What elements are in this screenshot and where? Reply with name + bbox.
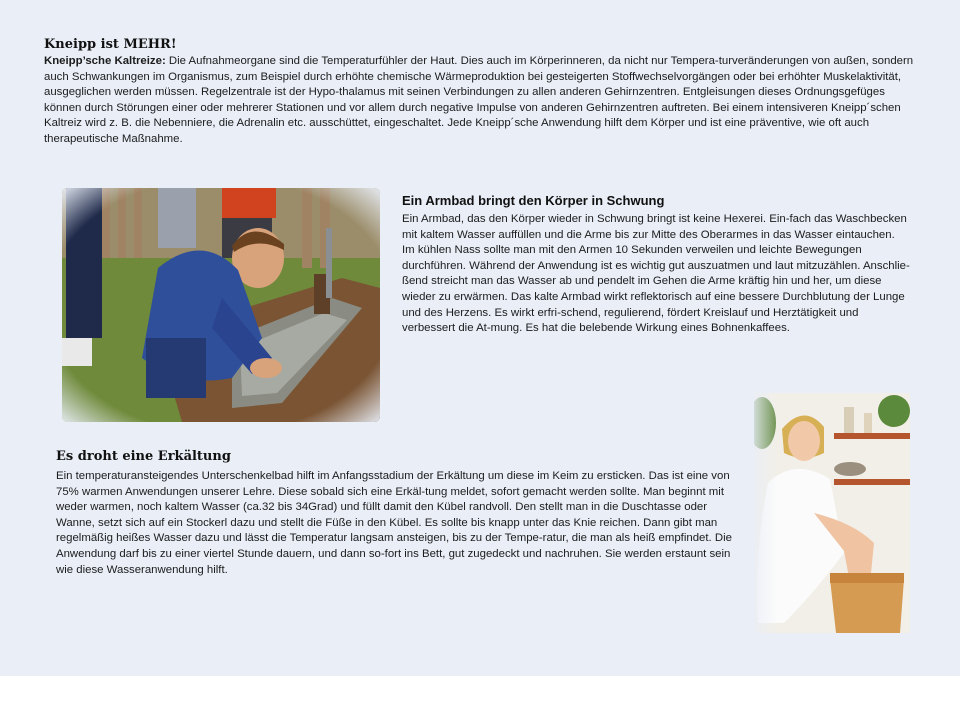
photo-arm-bath-illustration xyxy=(62,188,380,422)
bottom-margin xyxy=(0,676,960,720)
cold-text: Ein temperaturansteigendes Unterschenkelbad hilft im Anfangsstadium der Erkältung um diese im Keim zu ersticken. Das ist eine von 75% warmen Anwendungen unserer Lehre. Diese sobald sich eine Erkäl-tung meldet, sofort gemacht werden sollte. Man beginnt mit weder warmen, noch kaltem Wasser (ca.32 bis 34Grad) und füllt damit den Kübel randvoll. Den stellt man in die Duschtasse oder Wanne, setzt sich auf ein Stockerl dazu und stellt die Füße in den Kübel. Es sollte bis knapp unter das Knie reichen. Dann gibt man regelmäßig heißes Wasser dazu und lässt die Temperatur langsam ansteigen, bis zu der Tempe-ratur, die man als heiß empfindet. Die Anwendung darf bis zu einer viertel Stunde dauern, und dann so-fort ins Bett, gut zugedeckt und nachruhen. Sie werden erstaunt sein wie diese Wasseranwendung hilft. xyxy=(56,470,732,576)
intro-label: Kneipp’sche Kaltreize: xyxy=(44,55,166,67)
cold-heading: Es droht eine Erkältung xyxy=(56,449,231,464)
arm-bath-text: Ein Armbad, das den Körper wieder in Schwung bringt ist keine Hexerei. Ein-fach das Waschbecken mit kaltem Wasser auffüllen und die Arme bis zur Mitte des Oberarmes in das Wasser eintauchen. Im kühlen Nass sollte man mit den Armen 10 Sekunden verweilen und leichte Bewegungen durchführen. Während der Anwendung ist es wichtig gut auszuatmen und laut mitzuzählen. Anschlie-ßend streicht man das Wasser ab und pendelt im Gehen die Arme kräftig hin und her, um diese wieder zu erwärmen. Das kalte Armbad wirkt reflektorisch auf eine bessere Durchblutung der Lunge und des Herzens. Es wirkt erfri-schend, regulierend, fördert Kreislauf und Herztätigkeit und verbessert die At-mung. Es hat die belebende Wirkung eines Bohnenkaffees. xyxy=(402,213,910,335)
photo-arm-bath xyxy=(62,188,380,422)
intro-paragraph xyxy=(44,54,914,148)
photo-foot-bath xyxy=(754,393,910,633)
arm-bath-heading: Ein Armbad bringt den Körper in Schwung xyxy=(402,193,665,208)
photo-foot-bath-illustration xyxy=(754,393,910,633)
page-title: Kneipp ist MEHR! xyxy=(44,37,177,52)
intro-text: Die Aufnahmeorgane sind die Temperaturfühler der Haut. Dies auch im Körperinneren, da nicht nur Tempera-turveränderungen von außen, sondern auch Schwankungen im Organismus, zum Beispiel durch erhöhte chemische Wärmeproduktion bei gesteigerten Stoffwechselvorgängen oder bei erhöhter Muskelaktivität, ausgeglichen werden müssen. Regelzentrale ist der Hypo-thalamus mit seinen Verbindungen zu allen anderen Gehirnzentren. Entgleisungen dieses Ordnungsgefüges können durch Störungen einer oder mehrerer Stationen und vor allem durch negative Impulse von anderen Gehirnzentren auftreten. Bei einem intensiveren Kneipp´schen Kaltreiz wird z. B. die Nebenniere, die Adrenalin etc. ausschüttet, eingeschaltet. Jede Kneipp´sche Anwendung hilft dem Körper und ist eine präventive, wie oft auch therapeutische Maßnahme. xyxy=(44,55,914,145)
